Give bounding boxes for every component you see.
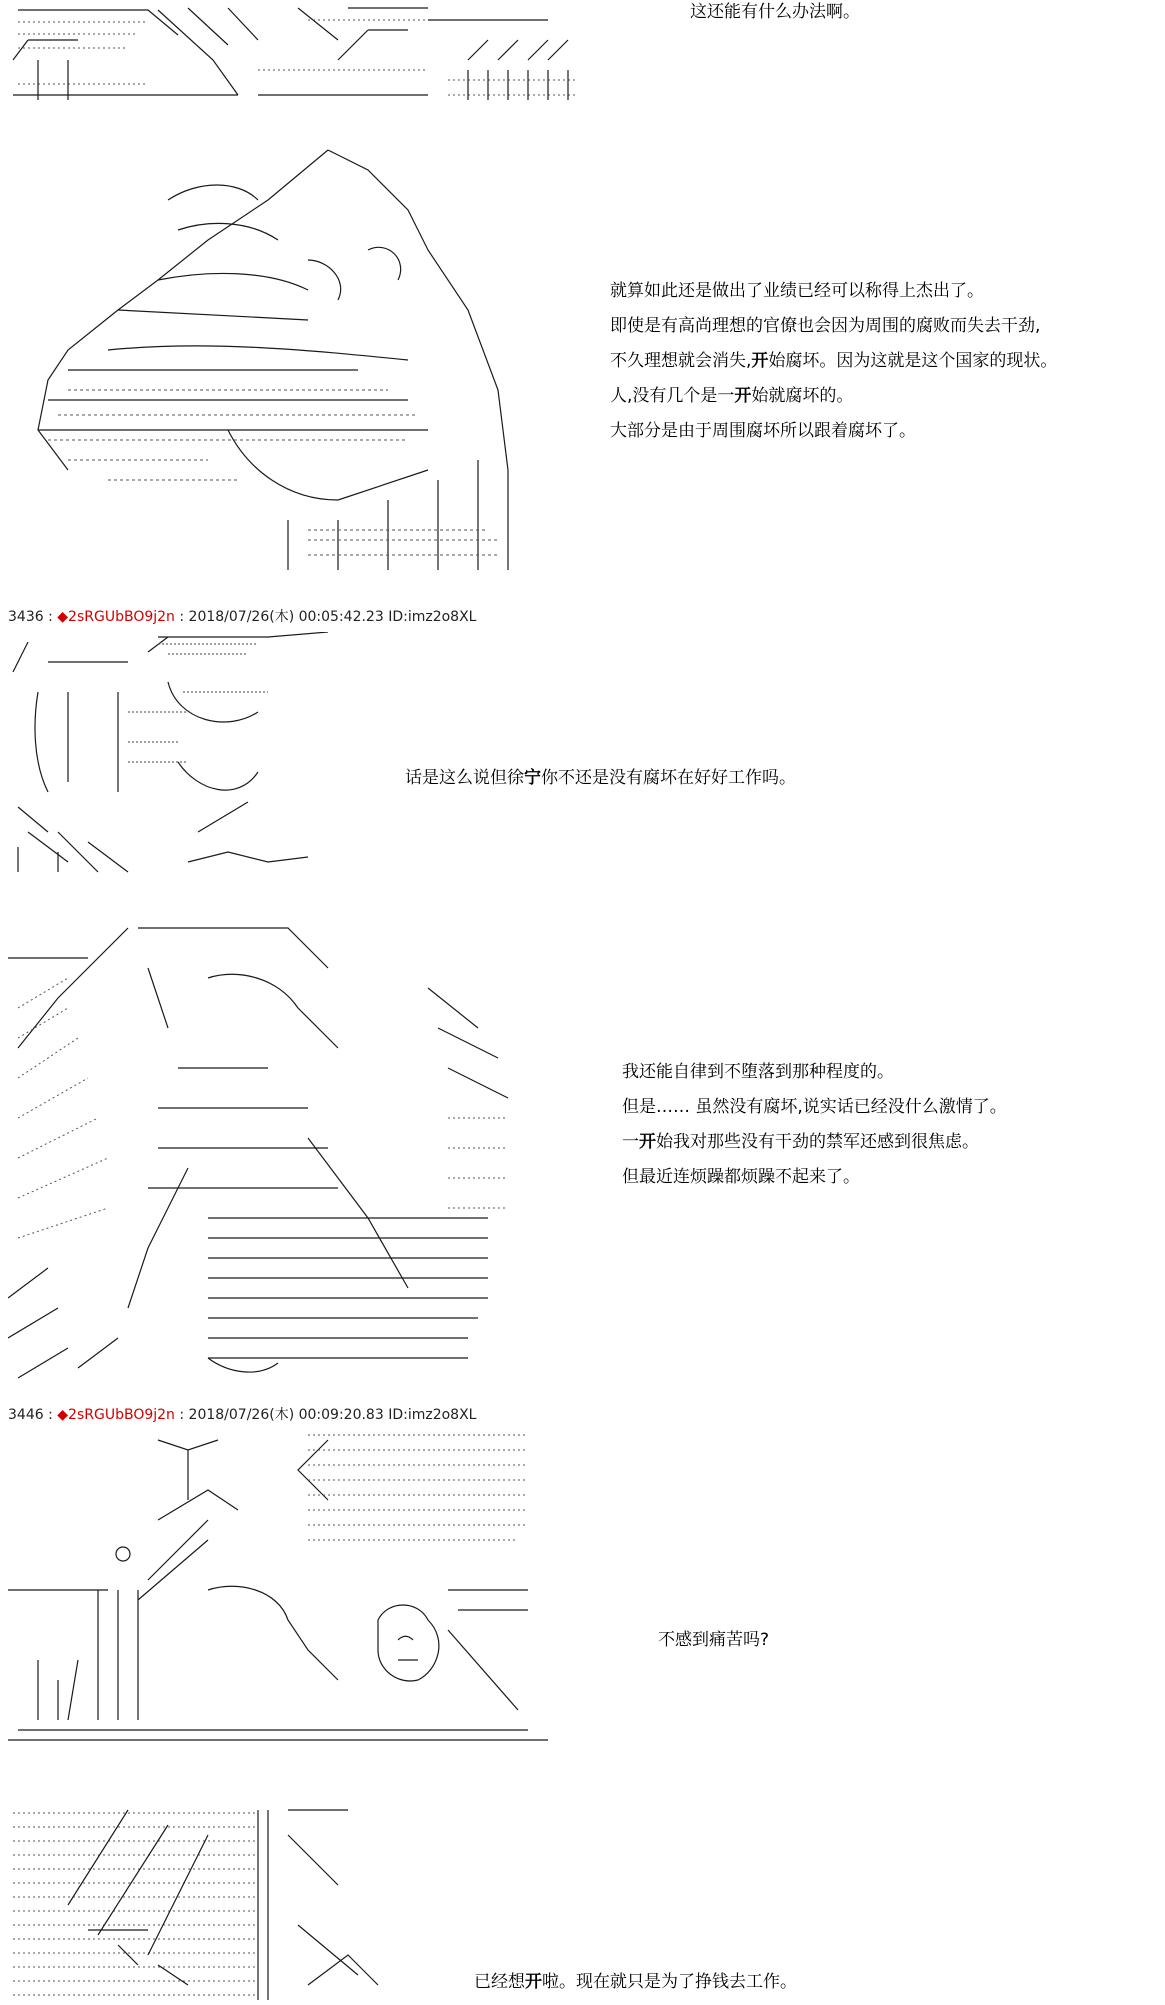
moon-scene-drawing (8, 1430, 568, 1750)
dialog-line (622, 1095, 1007, 1119)
dialog-text: 但最近连烦躁都烦躁不起来了。 (622, 1167, 860, 1187)
dialog-p4 (622, 1060, 1007, 1200)
trip-diamond-icon: ◆ (57, 609, 69, 625)
post-header-3436 (8, 606, 476, 626)
dialog-text: 始就腐坏的。 (751, 386, 854, 406)
dialog-line (622, 1165, 1007, 1189)
dialog-text: 就算如此还是做出了业绩已经可以称得上杰出了。 (610, 281, 984, 301)
dialog-text: 一 (622, 1132, 639, 1152)
old-official-drawing (8, 140, 528, 580)
dialog-text: 我还能自律到不堕落到那种程度的。 (622, 1062, 894, 1082)
ascii-art-rooftops (8, 0, 583, 108)
dialog-line (690, 0, 860, 24)
dialog-text: 人,没有几个是一 (610, 386, 735, 406)
ascii-art-dark-interior (8, 1805, 388, 2000)
dialog-line (658, 1628, 769, 1652)
ascii-art-moon-scene (8, 1430, 568, 1750)
dialog-p5 (658, 1628, 769, 1663)
dialog-text: 不久理想就会消失, (610, 351, 752, 371)
dialog-p1 (690, 0, 860, 35)
rooftops-drawing (8, 0, 583, 108)
dialog-line (622, 1130, 1007, 1154)
post-meta: : 2018/07/26(木) 00:05:42.23 ID:imz2o8XL (174, 609, 477, 625)
post-separator: : (43, 1407, 58, 1423)
dialog-emphasis: 开 (734, 386, 752, 406)
dialog-text: 始我对那些没有干劲的禁军还感到很焦虑。 (656, 1132, 979, 1152)
dialog-emphasis: 开 (639, 1132, 656, 1152)
dialog-line (474, 1970, 797, 1994)
dialog-line (405, 766, 796, 790)
ascii-art-seated-figure (8, 918, 528, 1388)
dialog-text: 啦。现在就只是为了挣钱去工作。 (542, 1972, 797, 1992)
dialog-text: 即使是有高尚理想的官僚也会因为周围的腐败而失去干劲, (610, 316, 1041, 336)
dialog-text: 大部分是由于周围腐坏所以跟着腐坏了。 (610, 421, 916, 441)
post-trip-link[interactable]: 2sRGUbBO9j2n (68, 1407, 175, 1423)
dialog-text: 不感到痛苦吗? (658, 1630, 770, 1650)
dialog-text: 始腐坏。因为这就是这个国家的现状。 (768, 351, 1058, 371)
post-trip-link[interactable]: 2sRGUbBO9j2n (68, 609, 175, 625)
moon-icon (116, 1547, 130, 1561)
dialog-line (622, 1060, 1007, 1084)
dialog-p2 (610, 279, 1057, 454)
dialog-text: 这还能有什么办法啊。 (690, 2, 860, 22)
dialog-line (610, 419, 1057, 443)
dialog-p3 (405, 766, 796, 801)
seated-figure-drawing (8, 918, 528, 1388)
dark-interior-drawing (8, 1805, 388, 2000)
dialog-text: 你不还是没有腐坏在好好工作吗。 (541, 768, 796, 788)
dialog-emphasis: 开 (525, 1972, 542, 1992)
post-number: 3446 (8, 1407, 44, 1423)
post-separator: : (43, 609, 58, 625)
rainy-face-drawing (8, 632, 358, 874)
dialog-text: 已经想 (474, 1972, 525, 1992)
post-header-3446 (8, 1404, 476, 1424)
face-outline (378, 1605, 439, 1681)
dialog-text: 但是…… 虽然没有腐坏,说实话已经没什么激情了。 (622, 1097, 1007, 1117)
trip-diamond-icon: ◆ (57, 1407, 69, 1423)
ascii-art-rainy-face (8, 632, 358, 874)
ascii-art-old-official (8, 140, 528, 580)
dialog-emphasis: 开 (751, 351, 769, 371)
dialog-line (610, 349, 1057, 373)
dialog-text: 话是这么说但徐 (405, 768, 524, 788)
dialog-emphasis: 宁 (524, 768, 541, 788)
dialog-line (610, 384, 1057, 408)
post-meta: : 2018/07/26(木) 00:09:20.83 ID:imz2o8XL (174, 1407, 477, 1423)
post-number: 3436 (8, 609, 44, 625)
dialog-line (610, 279, 1057, 303)
dialog-line (610, 314, 1057, 338)
